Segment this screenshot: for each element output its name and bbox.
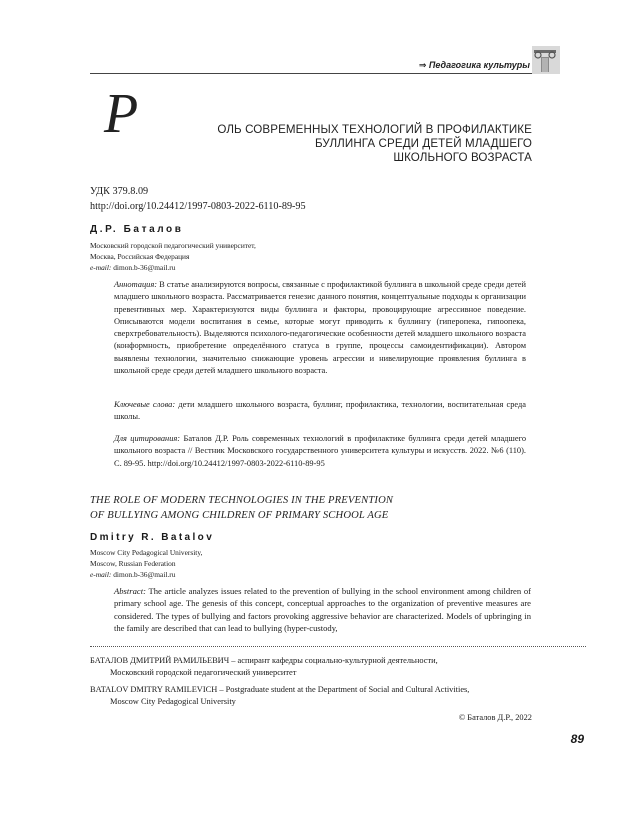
citation-text: Баталов Д.Р. Роль современных технологий в профилактике буллинга среди детей младшего школьного возраста // Вестник Московского государственного университета культуры и искусств. 2022. №6 (110). С. 89-95. http://doi.org/10.24412/1997-0803-2022-6110-89-95 (114, 434, 527, 468)
author-name-ru: Д.Р. Баталов (90, 224, 184, 235)
affiliation-ru-line2: Москва, Российская Федерация (90, 252, 190, 261)
running-header-section: ⇒ Педагогика культуры (418, 60, 530, 70)
author-bio-en (90, 684, 535, 708)
email-label-en: e-mail: (90, 570, 112, 579)
affiliation-ru-line1: Московский городской педагогический университет, (90, 241, 256, 250)
email-en (90, 569, 175, 580)
bio-en-line1: BATALOV DMITRY RAMILEVICH – Postgraduate student at the Department of Social and Cultural Activities, (90, 685, 470, 694)
author-name-en: Dmitry R. Batalov (90, 532, 215, 543)
email-address-en[interactable]: dimon.b-36@mail.ru (113, 570, 176, 579)
copyright: © Баталов Д.Р., 2022 (458, 713, 532, 722)
abstract-text-en: The article analyzes issues related to the prevention of bullying in the school environment among children of primary school age. The genesis of this concept, conceptual approaches to the organization of preventive measures are considered. The types of bullying and factors provoking aggressive behavior are characterized. Models of upbringing in the family are described that can lead to bullying (hyper-custody, (114, 586, 531, 634)
abstract-ru (114, 279, 526, 377)
citation-label: Для цитирования: (114, 434, 181, 443)
keywords-ru (114, 399, 526, 424)
abstract-text: В статье анализируются вопросы, связанные с профилактикой буллинга в школьной среде среди детей младшего школьного возраста. Рассматривается генезис данного понятия, концептуальные подходы к организации превентивных мер. Характеризуются виды буллинга и факторы, провоцирующие агрессивное поведение. Описываются модели воспитания в семье, которые могут приводить к буллингу (гиперопека, гипоопека, сверхтребовательность). Выделяются психолого-педагогические особенности детей младшего школьного возраста (конформность, приобретение определённого статуса в группе, процессы самоидентификации). Автором выявлены технологии, значительно снижающие уровень агрессии и нивелирующие проявления буллинга в школьной среде среди детей младшего школьного возраста. (114, 280, 526, 376)
email-address[interactable]: dimon.b-36@mail.ru (113, 263, 176, 272)
email-ru (90, 262, 175, 273)
article-title-ru: ОЛЬ СОВРЕМЕННЫХ ТЕХНОЛОГИЙ В ПРОФИЛАКТИКЕ БУЛЛИНГА СРЕДИ ДЕТЕЙ МЛАДШЕГО ШКОЛЬНОГО ВОЗРАСТА (217, 123, 532, 164)
citation-ru (114, 433, 526, 470)
abstract-label-en: Abstract: (114, 586, 146, 596)
keywords-label: Ключевые слова: (114, 400, 176, 409)
bio-ru-line2: Московский городской педагогический университет (110, 668, 297, 677)
affiliation-en-line1: Moscow City Pedagogical University, (90, 548, 203, 557)
abstract-en (114, 585, 531, 635)
udk-code: УДК 379.8.09 (90, 186, 149, 197)
page-number: 89 (570, 732, 584, 746)
bio-ru-line1: БАТАЛОВ ДМИТРИЙ РАМИЛЬЕВИЧ – аспирант кафедры социально-культурной деятельности, (90, 656, 438, 665)
email-label: e-mail: (90, 263, 112, 272)
article-title-en: THE ROLE OF MODERN TECHNOLOGIES IN THE PREVENTION OF BULLYING AMONG CHILDREN OF PRIMARY SCHOOL AGE (90, 495, 394, 521)
doi-link[interactable]: http://doi.org/10.24412/1997-0803-2022-6110-89-95 (90, 201, 306, 212)
abstract-label: Аннотация: (114, 280, 158, 289)
affiliation-en-line2: Moscow, Russian Federation (90, 559, 176, 568)
author-bio-ru (90, 655, 535, 679)
title-initial-letter: Р (104, 83, 139, 145)
header-rule (90, 73, 560, 74)
keywords-text: дети младшего школьного возраста, буллинг, профилактика, технологии, воспитательная среда школы. (114, 400, 527, 422)
ionic-column-icon (532, 46, 560, 74)
footnote-separator (90, 646, 586, 647)
bio-en-line2: Moscow City Pedagogical University (110, 697, 236, 706)
